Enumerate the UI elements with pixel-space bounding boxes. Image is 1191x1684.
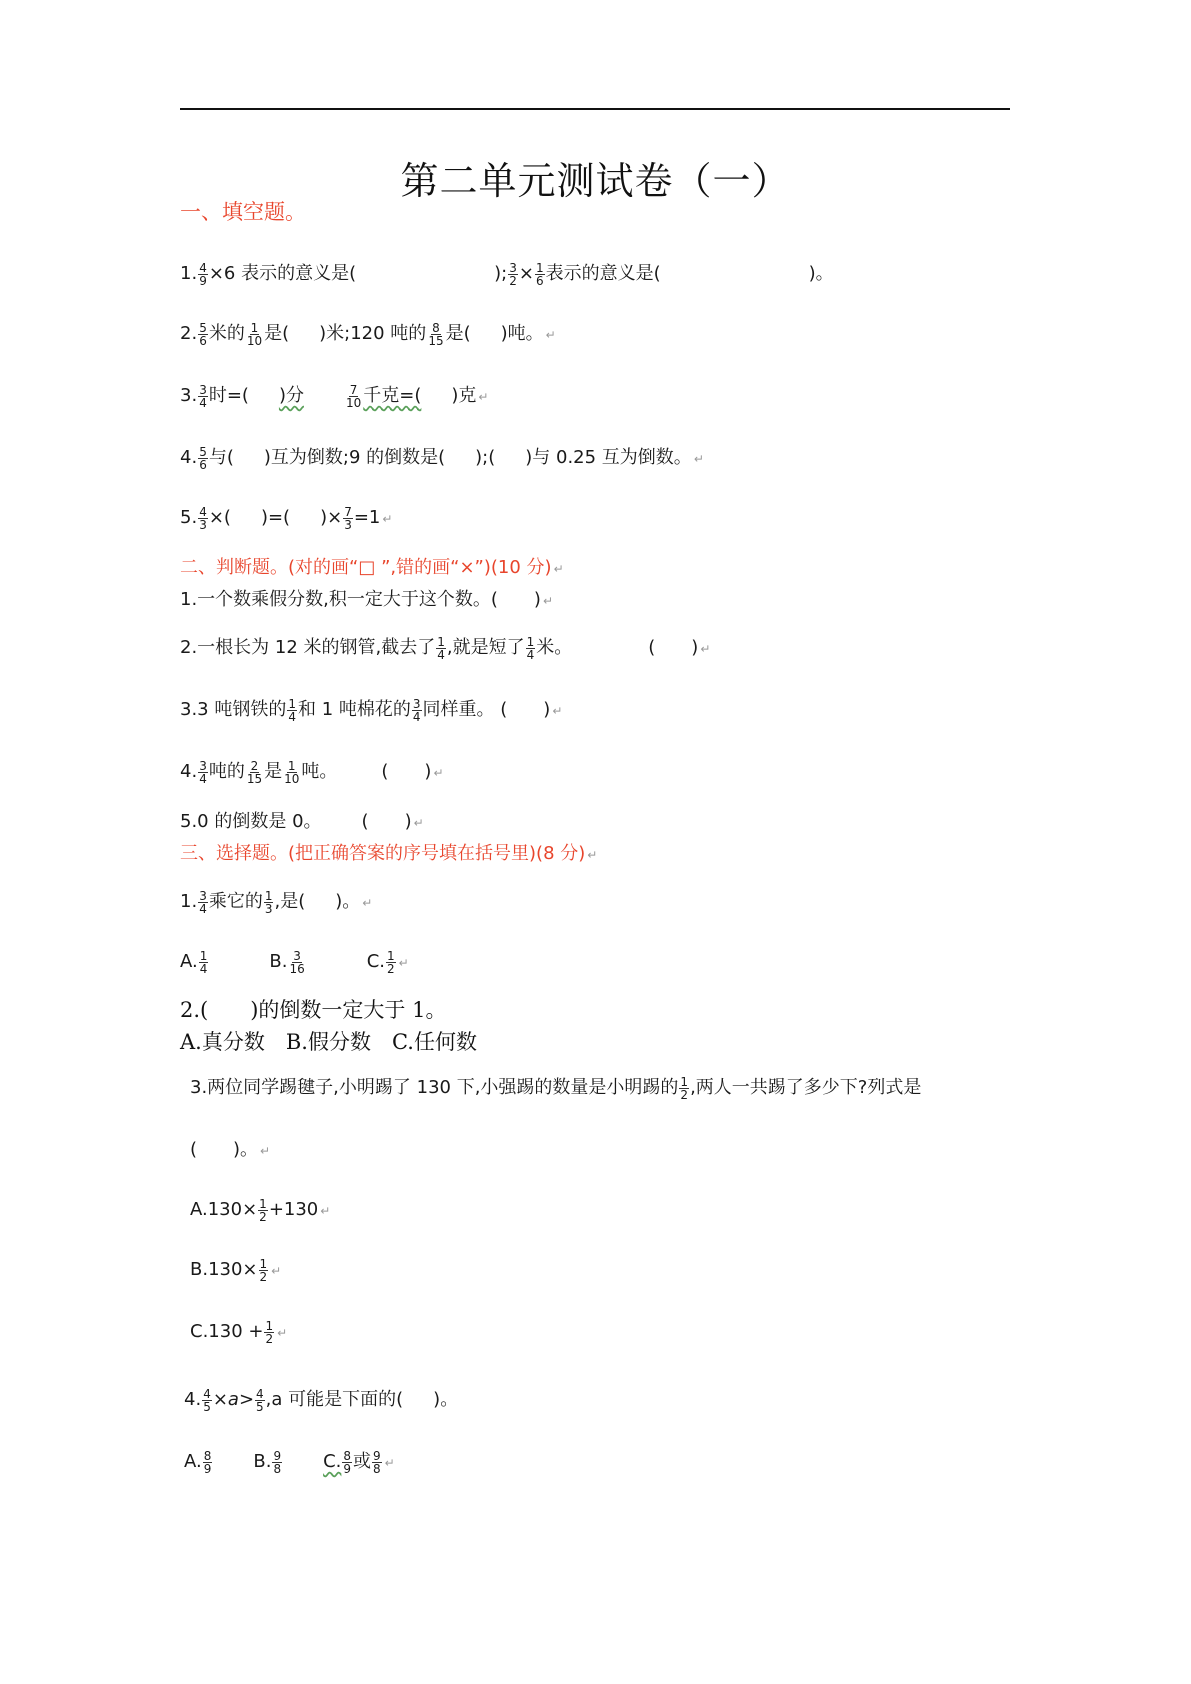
fraction: $\frac{7}{3}$ (344, 504, 352, 532)
paragraph-mark-icon: ↵ (700, 642, 711, 656)
option-a[interactable]: A.130× $\frac{1}{2}$ +130 ↵ (190, 1196, 331, 1224)
fraction: $\frac{1}{6}$ (535, 260, 544, 288)
fraction: $\frac{1}{4}$ (288, 696, 296, 724)
fraction: $\frac{4}{3}$ (199, 504, 207, 532)
fraction: $\frac{3}{4}$ (412, 696, 421, 724)
paragraph-mark-icon: ↵ (260, 1144, 271, 1158)
fraction: $\frac{5}{6}$ (199, 320, 207, 348)
fill-blank-question-1: 1. $\frac{4}{9}$ ×6 表示的意义是( ); $\frac{3}{2}$ × $\frac{1}{6}$ 表示的意义是( )。 (180, 260, 834, 288)
fraction: $\frac{3}{4}$ (199, 888, 207, 916)
option-b[interactable]: B.130× $\frac{1}{2}$ ↵ (190, 1256, 282, 1284)
fraction: $\frac{3}{4}$ (199, 382, 207, 410)
paragraph-mark-icon: ↵ (398, 956, 409, 970)
fraction: $\frac{8}{15}$ (428, 320, 444, 348)
option-b[interactable]: B. $\frac{9}{8}$ (253, 1448, 282, 1476)
judge-question-1: 1.一个数乘假分数,积一定大于这个数。( ) ↵ (180, 589, 554, 610)
paragraph-mark-icon: ↵ (382, 512, 393, 526)
paragraph-mark-icon: ↵ (545, 328, 556, 342)
judge-question-2: 2.一根长为 12 米的钢管,截去了 $\frac{1}{4}$ ,就是短了 $\frac{1}{4}$ 米。 ( ) ↵ (180, 634, 711, 662)
fraction: $\frac{3}{4}$ (199, 758, 207, 786)
choice-question-3: 3.两位同学踢毽子,小明踢了 130 下,小强踢的数量是小明踢的 $\frac{1}{2}$ ,两人一共踢了多少下?列式是 (190, 1074, 922, 1102)
option-a[interactable]: A. $\frac{8}{9}$ (184, 1448, 212, 1476)
paragraph-mark-icon: ↵ (542, 594, 554, 608)
section-heading-judge: 二、判断题。(对的画“□ ”,错的画“×”)(10 分) ↵ (180, 557, 564, 578)
section-heading-choice: 三、选择题。(把正确答案的序号填在括号里)(8 分) ↵ (180, 843, 598, 864)
option-c[interactable]: C. $\frac{8}{9}$ 或 $\frac{9}{8}$ (323, 1448, 381, 1476)
fraction: $\frac{1}{3}$ (264, 888, 273, 916)
option-c[interactable]: C. $\frac{1}{2}$ (366, 948, 395, 976)
paragraph-mark-icon: ↵ (413, 816, 424, 830)
choice-question-4: 4. $\frac{4}{5}$ ×a> $\frac{4}{5}$ ,a 可能是下面的( )。 (184, 1386, 459, 1414)
fraction: $\frac{1}{10}$ (246, 320, 263, 348)
judge-question-4: 4. $\frac{3}{4}$ 吨的 $\frac{2}{15}$ 是 $\frac{1}{10}$ 吨。 ( ) ↵ (180, 758, 444, 786)
paragraph-mark-icon: ↵ (271, 1264, 282, 1278)
paragraph-mark-icon: ↵ (693, 452, 704, 466)
header-rule (180, 108, 1010, 110)
choice-question-2-options[interactable]: A.真分数 B.假分数 C.任何数 (180, 1030, 477, 1054)
fraction: $\frac{1}{2}$ (680, 1074, 689, 1102)
fraction: $\frac{1}{4}$ (437, 634, 445, 662)
paragraph-mark-icon: ↵ (433, 766, 444, 780)
choice-question-4-options (184, 1448, 395, 1477)
choice-question-1: 1. $\frac{3}{4}$ 乘它的 $\frac{1}{3}$ ,是( )。 ↵ (180, 888, 373, 916)
option-c[interactable]: C.130 + $\frac{1}{2}$ ↵ (190, 1318, 288, 1346)
paragraph-mark-icon: ↵ (553, 562, 564, 576)
paragraph-mark-icon: ↵ (478, 390, 489, 404)
fraction: $\frac{1}{4}$ (526, 634, 535, 662)
fraction: $\frac{5}{6}$ (199, 444, 207, 472)
page-title: 第二单元测试卷（一） (400, 159, 791, 203)
fraction: $\frac{1}{10}$ (284, 758, 300, 786)
paragraph-mark-icon: ↵ (587, 848, 598, 862)
paragraph-mark-icon: ↵ (277, 1326, 288, 1340)
choice-question-3-blank[interactable]: ( )。 ↵ (190, 1139, 271, 1160)
fill-blank-question-3: 3. $\frac{3}{4}$ 时=( )分 $\frac{7}{10}$ 千克=( )克 ↵ (180, 382, 489, 410)
fraction: $\frac{2}{15}$ (246, 758, 263, 786)
question-number: 1. (180, 263, 198, 284)
paragraph-mark-icon: ↵ (320, 1204, 331, 1218)
option-b[interactable]: B. $\frac{3}{16}$ (269, 948, 305, 976)
fill-blank-question-2: 2. $\frac{5}{6}$ 米的 $\frac{1}{10}$ 是( )米;120 吨的 $\frac{8}{15}$ 是( )吨。 ↵ (180, 320, 556, 348)
option-a[interactable]: A. $\frac{1}{4}$ (180, 948, 208, 976)
judge-question-5: 5.0 的倒数是 0。 ( ) ↵ (180, 811, 424, 832)
paragraph-mark-icon: ↵ (384, 1456, 395, 1470)
choice-question-2: 2.( )的倒数一定大于 1。 (180, 998, 447, 1022)
fraction: $\frac{3}{2}$ (509, 260, 517, 288)
section-heading-fill-blank: 一、填空题。 (180, 200, 306, 224)
fill-blank-question-4: 4. $\frac{5}{6}$ 与( )互为倒数;9 的倒数是( );( )与 0.25 互为倒数。 ↵ (180, 444, 704, 472)
judge-question-3: 3.3 吨钢铁的 $\frac{1}{4}$ 和 1 吨棉花的 $\frac{3}{4}$ 同样重。 ( ) ↵ (180, 696, 563, 724)
choice-question-1-options (180, 948, 409, 977)
fraction: $\frac{4}{9}$ (199, 260, 207, 288)
paragraph-mark-icon: ↵ (552, 704, 563, 718)
paragraph-mark-icon: ↵ (362, 896, 373, 910)
fill-blank-question-5: 5. $\frac{4}{3}$ ×( )=( )× $\frac{7}{3}$ =1 ↵ (180, 504, 393, 532)
fraction: $\frac{7}{10}$ (345, 382, 362, 410)
